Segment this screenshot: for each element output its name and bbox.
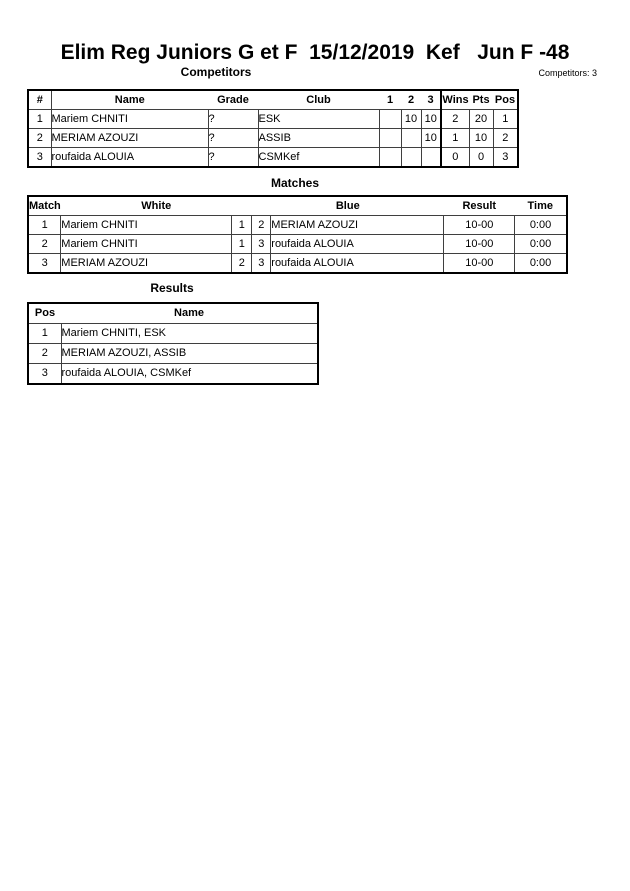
cell-score-vs-3	[421, 148, 441, 168]
competitors-table	[27, 89, 519, 168]
cell-white-name: Mariem CHNITI	[61, 235, 232, 254]
page-title: Elim Reg Juniors G et F 15/12/2019 Kef Jun F -48	[60, 41, 570, 64]
cell-result: 10-00	[444, 235, 515, 254]
cell-time: 0:00	[515, 254, 567, 274]
result-row	[28, 344, 318, 364]
cell-pts: 20	[469, 110, 493, 129]
result-row	[28, 324, 318, 344]
cell-match-number: 2	[28, 235, 61, 254]
competitors-header-row	[28, 90, 518, 110]
matches-table	[27, 195, 568, 274]
cell-number: 3	[28, 148, 51, 168]
cell-time: 0:00	[515, 235, 567, 254]
cell-pos: 1	[493, 110, 518, 129]
cell-grade: ?	[208, 148, 258, 168]
competitors-section-title: Competitors	[180, 65, 252, 79]
cell-score-vs-2: 10	[401, 110, 421, 129]
results-section-title: Results	[150, 281, 194, 295]
matches-section-title: Matches	[270, 176, 320, 190]
match-row	[28, 254, 567, 274]
col-header-name: Name	[61, 303, 318, 324]
cell-blue-number: 3	[252, 235, 271, 254]
cell-wins: 1	[441, 129, 469, 148]
cell-club: ESK	[258, 110, 379, 129]
cell-blue-number: 3	[252, 254, 271, 274]
cell-number: 1	[28, 110, 51, 129]
cell-blue-name: roufaida ALOUIA	[271, 235, 444, 254]
col-header-opponent-3: 3	[421, 90, 441, 110]
cell-score-vs-2	[401, 129, 421, 148]
cell-score-vs-1	[379, 148, 401, 168]
col-header-blue: Blue	[252, 196, 444, 216]
cell-white-name: Mariem CHNITI	[61, 216, 232, 235]
results-header-row	[28, 303, 318, 324]
cell-name: MERIAM AZOUZI	[51, 129, 208, 148]
competitors-count: Competitors: 3	[538, 68, 597, 78]
cell-score-vs-1	[379, 110, 401, 129]
cell-pos: 2	[493, 129, 518, 148]
col-header-pos: Pos	[493, 90, 518, 110]
cell-pos: 2	[28, 344, 61, 364]
col-header-pos: Pos	[28, 303, 61, 324]
cell-wins: 0	[441, 148, 469, 168]
competitor-row	[28, 110, 518, 129]
cell-name: Mariem CHNITI, ESK	[61, 324, 318, 344]
col-header-pts: Pts	[469, 90, 493, 110]
col-header-club: Club	[258, 90, 379, 110]
cell-pos: 3	[28, 364, 61, 385]
col-header-time: Time	[515, 196, 567, 216]
cell-pos: 1	[28, 324, 61, 344]
col-header-name: Name	[51, 90, 208, 110]
cell-name: Mariem CHNITI	[51, 110, 208, 129]
cell-pos: 3	[493, 148, 518, 168]
cell-name: roufaida ALOUIA, CSMKef	[61, 364, 318, 385]
cell-blue-name: roufaida ALOUIA	[271, 254, 444, 274]
col-header-wins: Wins	[441, 90, 469, 110]
competitor-row	[28, 129, 518, 148]
cell-pts: 10	[469, 129, 493, 148]
cell-name: MERIAM AZOUZI, ASSIB	[61, 344, 318, 364]
cell-time: 0:00	[515, 216, 567, 235]
cell-score-vs-3: 10	[421, 110, 441, 129]
col-header-result: Result	[444, 196, 515, 216]
cell-grade: ?	[208, 110, 258, 129]
cell-number: 2	[28, 129, 51, 148]
results-table	[27, 302, 319, 385]
cell-name: roufaida ALOUIA	[51, 148, 208, 168]
match-row	[28, 235, 567, 254]
cell-club: CSMKef	[258, 148, 379, 168]
col-header-number: #	[28, 90, 51, 110]
result-row	[28, 364, 318, 385]
cell-white-number: 2	[232, 254, 252, 274]
matches-header-row	[28, 196, 567, 216]
cell-blue-number: 2	[252, 216, 271, 235]
cell-white-name: MERIAM AZOUZI	[61, 254, 232, 274]
cell-score-vs-2	[401, 148, 421, 168]
cell-score-vs-1	[379, 129, 401, 148]
match-row	[28, 216, 567, 235]
cell-match-number: 3	[28, 254, 61, 274]
cell-white-number: 1	[232, 235, 252, 254]
col-header-opponent-1: 1	[379, 90, 401, 110]
col-header-opponent-2: 2	[401, 90, 421, 110]
cell-score-vs-3: 10	[421, 129, 441, 148]
cell-grade: ?	[208, 129, 258, 148]
col-header-white: White	[61, 196, 252, 216]
cell-pts: 0	[469, 148, 493, 168]
cell-club: ASSIB	[258, 129, 379, 148]
cell-match-number: 1	[28, 216, 61, 235]
cell-white-number: 1	[232, 216, 252, 235]
cell-wins: 2	[441, 110, 469, 129]
col-header-match: Match	[28, 196, 61, 216]
cell-result: 10-00	[444, 216, 515, 235]
col-header-grade: Grade	[208, 90, 258, 110]
cell-result: 10-00	[444, 254, 515, 274]
competitor-row	[28, 148, 518, 168]
cell-blue-name: MERIAM AZOUZI	[271, 216, 444, 235]
